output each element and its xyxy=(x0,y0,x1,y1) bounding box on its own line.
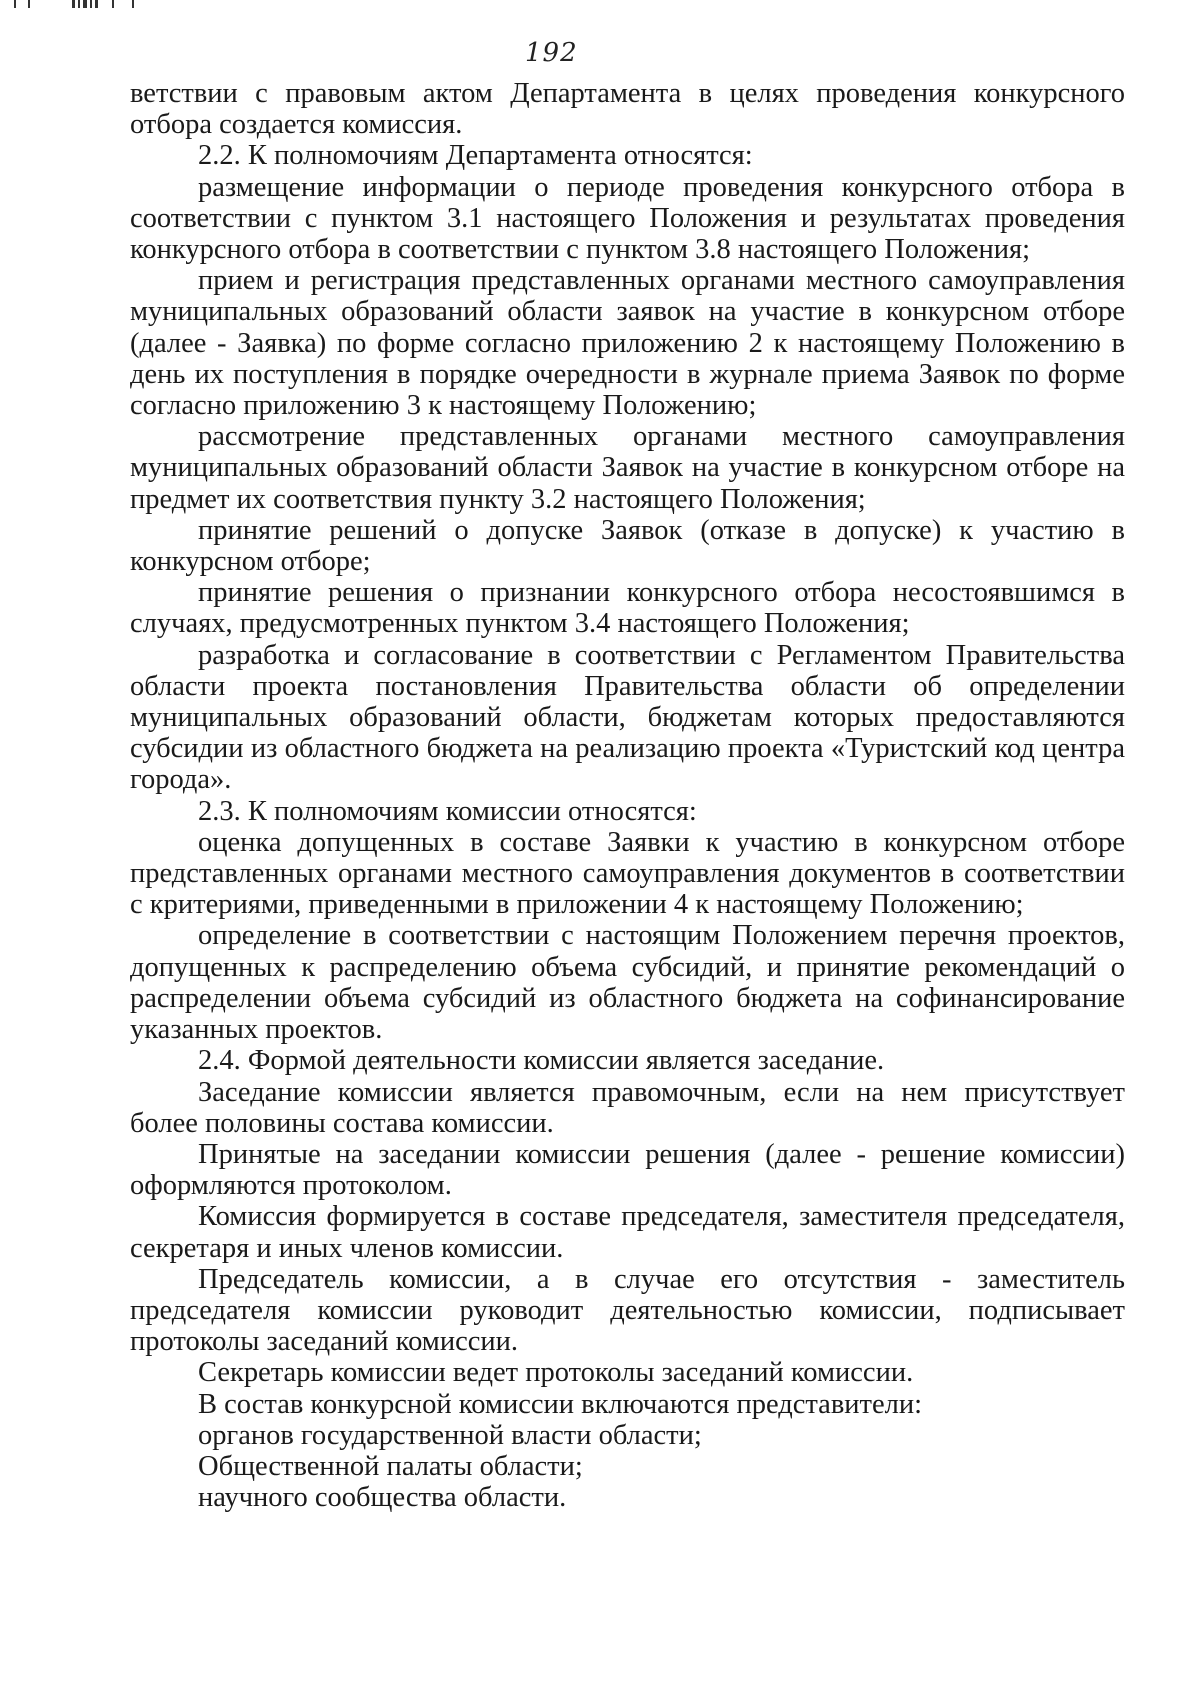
paragraph: Заседание комиссии является правомочным, если на нем присутствует более половины состава комиссии. xyxy=(130,1076,1125,1139)
list-item: принятие решений о допуске Заявок (отказе в допуске) к участию в конкурсном отборе; xyxy=(130,514,1125,578)
section-heading: 2.3. К полномочиям комиссии относятся: xyxy=(198,795,697,827)
section-heading: 2.2. К полномочиям Департамента относятся: xyxy=(198,140,753,172)
list-item: прием и регистрация представленных органами местного самоуправления муниципальных образований области заявок на участие в конкурсном отборе (далее - Заявка) по форме согласно приложению 2 к настоящему Положению в день их поступления в порядке очередности в журнале приема Заявок по форме согласно приложению 3 к настоящему Положению; xyxy=(130,265,1125,422)
list-item: рассмотрение представленных органами местного самоуправления муниципальных образований области Заявок на участие в конкурсном отборе на предмет их соответствия пункту 3.2 настоящего Положения; xyxy=(130,421,1125,515)
paragraph: Комиссия формируется в составе председателя, заместителя председателя, секретаря и иных членов комиссии. xyxy=(130,1201,1125,1264)
list-item: органов государственной власти области; xyxy=(198,1419,702,1451)
list-item: разработка и согласование в соответствии с Регламентом Правительства области проекта постановления Правительства области об определении муниципальных образований области, бюджетам которых предоставляются субсидии из областного бюджета на реализацию проекта «Туристский код центра города». xyxy=(130,639,1125,796)
section-heading: 2.4. Формой деятельности комиссии является заседание. xyxy=(198,1045,885,1077)
paragraph: Председатель комиссии, а в случае его отсутствия - заместитель председателя комиссии руководит деятельностью комиссии, подписывает протоколы заседаний комиссии. xyxy=(130,1263,1125,1358)
document-body xyxy=(130,78,1125,1513)
paragraph: В состав конкурсной комиссии включаются представители: xyxy=(198,1388,923,1420)
list-item: Общественной палаты области; xyxy=(198,1450,583,1482)
list-item: научного сообщества области. xyxy=(198,1482,567,1514)
paragraph: Принятые на заседании комиссии решения (далее - решение комиссии) оформляются протоколом. xyxy=(130,1138,1125,1202)
list-item: определение в соответствии с настоящим Положением перечня проектов, допущенных к распределению объема субсидий, и принятие рекомендаций о распределении объема субсидий из областного бюджета на софинансирование указанных проектов. xyxy=(130,920,1125,1046)
scan-artifact-marks xyxy=(14,0,164,10)
page-number: 192 xyxy=(525,38,578,68)
list-item: оценка допущенных в составе Заявки к участию в конкурсном отборе представленных органами местного самоуправления документов в соответствии с критериями, приведенными в приложении 4 к настоящему Положению; xyxy=(130,826,1125,921)
paragraph: ветствии с правовым актом Департамента в целях проведения конкурсного отбора создается комиссия. xyxy=(130,78,1125,141)
list-item: размещение информации о периоде проведения конкурсного отбора в соответствии с пунктом 3.1 настоящего Положения и результатах проведения конкурсного отбора в соответствии с пунктом 3.8 настоящего Положения; xyxy=(130,171,1125,266)
paragraph: Секретарь комиссии ведет протоколы заседаний комиссии. xyxy=(198,1357,914,1389)
list-item: принятие решения о признании конкурсного отбора несостоявшимся в случаях, предусмотренных пунктом 3.4 настоящего Положения; xyxy=(130,577,1125,640)
